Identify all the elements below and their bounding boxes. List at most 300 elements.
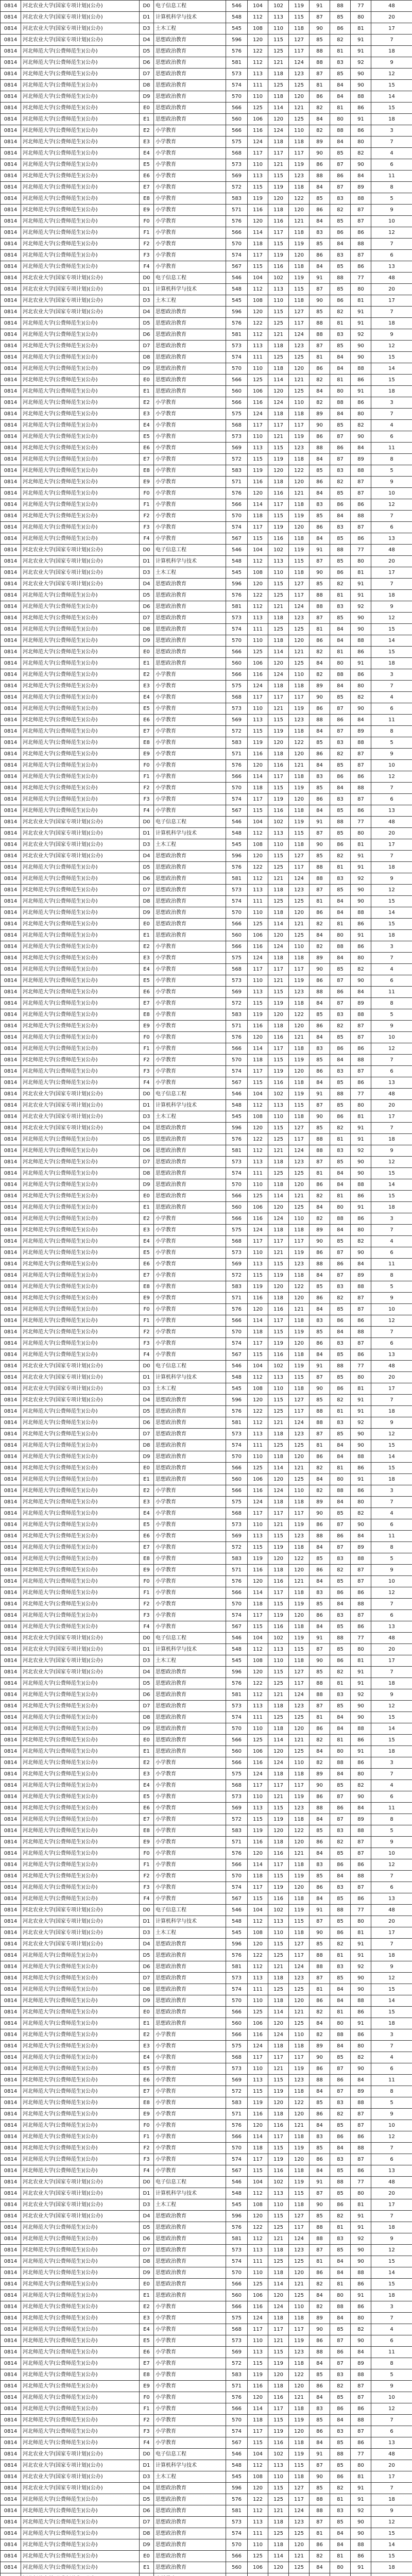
table-cell: 17 bbox=[371, 839, 412, 851]
table-cell: 84 bbox=[351, 1803, 371, 1814]
table-cell: D9 bbox=[140, 635, 154, 647]
table-cell: 电子信息工程 bbox=[154, 1361, 226, 1372]
table-row bbox=[1, 2177, 412, 2188]
table-cell: 88 bbox=[330, 273, 351, 284]
table-cell: 87 bbox=[330, 1814, 351, 1825]
table-cell: 583 bbox=[226, 2369, 248, 2381]
table-cell: 84 bbox=[330, 2256, 351, 2267]
table-cell: D4 bbox=[140, 1667, 154, 1678]
table-cell: 0814 bbox=[1, 273, 21, 284]
table-cell: 12 bbox=[371, 885, 412, 896]
table-cell: 87 bbox=[351, 1882, 371, 1893]
table-cell: 90 bbox=[351, 341, 371, 352]
table-cell: 113 bbox=[268, 1372, 289, 1383]
table-cell: E3 bbox=[140, 2313, 154, 2324]
table-cell: 118 bbox=[268, 2313, 289, 2324]
table-cell: D0 bbox=[140, 1089, 154, 1100]
table-cell: 86 bbox=[310, 1995, 330, 2007]
table-cell: 119 bbox=[268, 1882, 289, 1893]
table-cell: 0814 bbox=[1, 2290, 21, 2301]
table-cell: 河北师范大学(公费师范生)(公办) bbox=[21, 1621, 140, 1633]
table-cell: 124 bbox=[248, 2041, 268, 2052]
table-cell: 82 bbox=[330, 1021, 351, 1032]
table-cell: 569 bbox=[226, 2347, 248, 2358]
table-cell: 4 bbox=[371, 2324, 412, 2335]
table-cell: 118 bbox=[289, 533, 310, 545]
table-cell: 12 bbox=[371, 1587, 412, 1599]
table-cell: 86 bbox=[351, 1077, 371, 1089]
table-row bbox=[1, 533, 412, 545]
table-cell: 120 bbox=[248, 2392, 268, 2403]
table-cell: 河北农业大学(国家专项计划)(公办) bbox=[21, 1111, 140, 1123]
table-cell: 123 bbox=[289, 2245, 310, 2256]
table-cell: 89 bbox=[351, 1270, 371, 1281]
table-cell: 117 bbox=[289, 1950, 310, 1961]
table-cell: 7 bbox=[371, 2211, 412, 2222]
table-cell: F3 bbox=[140, 1338, 154, 1349]
table-cell: 91 bbox=[351, 1950, 371, 1961]
table-cell: 120 bbox=[289, 2154, 310, 2165]
table-cell: 88 bbox=[351, 635, 371, 647]
table-cell: 596 bbox=[226, 1123, 248, 1134]
table-cell: 0814 bbox=[1, 2267, 21, 2279]
table-cell: D7 bbox=[140, 885, 154, 896]
table-cell: 0814 bbox=[1, 941, 21, 953]
table-cell: 118 bbox=[268, 1293, 289, 1304]
table-cell: 85 bbox=[310, 2483, 330, 2494]
table-cell: 114 bbox=[248, 2403, 268, 2415]
table-cell: 小学教育 bbox=[154, 975, 226, 987]
table-cell: 123 bbox=[289, 341, 310, 352]
table-cell: 85 bbox=[330, 964, 351, 975]
table-cell: 17 bbox=[371, 1383, 412, 1395]
table-cell: D1 bbox=[140, 1916, 154, 1927]
table-cell: 0814 bbox=[1, 1644, 21, 1655]
table-cell: 115 bbox=[248, 1270, 268, 1281]
table-cell: 81 bbox=[310, 1168, 330, 1179]
table-cell: 118 bbox=[268, 1179, 289, 1191]
table-cell: 河北师范大学(公费师范生)(公办) bbox=[21, 2381, 140, 2392]
table-cell: 88 bbox=[310, 1803, 330, 1814]
table-cell: F1 bbox=[140, 1043, 154, 1055]
table-cell: 576 bbox=[226, 862, 248, 873]
table-cell: 125 bbox=[289, 896, 310, 907]
table-row bbox=[1, 2199, 412, 2211]
table-cell: 85 bbox=[310, 1009, 330, 1021]
table-cell: 119 bbox=[289, 2335, 310, 2347]
table-cell: 85 bbox=[330, 1304, 351, 1315]
table-cell: 小学教育 bbox=[154, 443, 226, 454]
table-cell: 116 bbox=[248, 669, 268, 681]
table-row bbox=[1, 2449, 412, 2460]
table-cell: 0814 bbox=[1, 556, 21, 567]
table-cell: 118 bbox=[268, 137, 289, 148]
table-cell: 小学教育 bbox=[154, 964, 226, 975]
table-cell: 小学教育 bbox=[154, 2052, 226, 2063]
table-cell: 574 bbox=[226, 522, 248, 533]
table-cell: 123 bbox=[289, 715, 310, 726]
table-cell: 115 bbox=[268, 1327, 289, 1338]
table-cell: 思想政治教育 bbox=[154, 1474, 226, 1485]
table-cell: 596 bbox=[226, 851, 248, 862]
table-cell: 90 bbox=[351, 2245, 371, 2256]
table-cell: 110 bbox=[289, 125, 310, 137]
table-cell: 0814 bbox=[1, 1281, 21, 1293]
table-cell: 118 bbox=[289, 2471, 310, 2483]
table-cell: 576 bbox=[226, 2392, 248, 2403]
table-row bbox=[1, 1429, 412, 1440]
table-row bbox=[1, 318, 412, 329]
table-cell: 115 bbox=[268, 1531, 289, 1542]
table-cell: 120 bbox=[268, 193, 289, 205]
table-cell: 120 bbox=[268, 1825, 289, 1837]
table-cell: 6 bbox=[371, 1519, 412, 1531]
table-cell: 119 bbox=[248, 1281, 268, 1293]
table-cell: 125 bbox=[248, 2007, 268, 2018]
table-cell: 120 bbox=[248, 1848, 268, 1859]
table-cell: 118 bbox=[289, 2131, 310, 2143]
table-cell: 113 bbox=[248, 2517, 268, 2528]
table-cell: 电子信息工程 bbox=[154, 1, 226, 12]
table-cell: 114 bbox=[268, 1191, 289, 1202]
table-cell: 15 bbox=[371, 2279, 412, 2290]
table-cell: 84 bbox=[330, 409, 351, 420]
table-cell: 118 bbox=[268, 477, 289, 488]
table-cell: 90 bbox=[310, 1927, 330, 1939]
table-cell: 计算机科学与技术 bbox=[154, 828, 226, 839]
table-cell: 河北师范大学(公费师范生)(公办) bbox=[21, 2505, 140, 2517]
table-cell: 87 bbox=[310, 1429, 330, 1440]
table-cell: E8 bbox=[140, 1553, 154, 1565]
table-cell: 116 bbox=[268, 1349, 289, 1361]
table-cell: 576 bbox=[226, 1576, 248, 1587]
table-cell: 84 bbox=[310, 2290, 330, 2301]
table-cell: 85 bbox=[330, 1349, 351, 1361]
table-cell: 0814 bbox=[1, 1429, 21, 1440]
table-cell: 河北师范大学(公费师范生)(公办) bbox=[21, 794, 140, 805]
table-cell: E4 bbox=[140, 2052, 154, 2063]
table-cell: 85 bbox=[330, 1077, 351, 1089]
table-cell: E2 bbox=[140, 1757, 154, 1769]
table-cell: 83 bbox=[330, 1145, 351, 1157]
table-cell: 81 bbox=[330, 2007, 351, 2018]
table-cell: 120 bbox=[289, 907, 310, 919]
table-cell: 574 bbox=[226, 2154, 248, 2165]
table-cell: D6 bbox=[140, 2233, 154, 2245]
table-cell: 河北师范大学(公费师范生)(公办) bbox=[21, 2267, 140, 2279]
table-cell: 88 bbox=[310, 57, 330, 69]
table-cell: 84 bbox=[310, 1474, 330, 1485]
table-cell: 85 bbox=[310, 2415, 330, 2426]
table-cell: 121 bbox=[268, 1247, 289, 1259]
table-cell: 8 bbox=[371, 454, 412, 465]
table-cell: 80 bbox=[351, 1225, 371, 1236]
table-cell: 河北师范大学(公费师范生)(公办) bbox=[21, 873, 140, 885]
table-cell: 576 bbox=[226, 1848, 248, 1859]
table-cell: 8 bbox=[371, 182, 412, 193]
table-cell: 82 bbox=[310, 103, 330, 114]
table-cell: 83 bbox=[330, 250, 351, 261]
table-cell: 581 bbox=[226, 329, 248, 341]
table-cell: 113 bbox=[268, 2188, 289, 2199]
table-cell: 123 bbox=[289, 2517, 310, 2528]
table-cell: 89 bbox=[310, 137, 330, 148]
table-cell: 48 bbox=[371, 545, 412, 556]
table-cell: 120 bbox=[268, 386, 289, 397]
table-cell: 566 bbox=[226, 1463, 248, 1474]
table-cell: 570 bbox=[226, 907, 248, 919]
table-row bbox=[1, 2018, 412, 2029]
table-cell: 121 bbox=[289, 103, 310, 114]
table-cell: 90 bbox=[351, 80, 371, 91]
table-cell: 14 bbox=[371, 363, 412, 375]
table-cell: 124 bbox=[248, 681, 268, 692]
table-row bbox=[1, 1372, 412, 1383]
table-cell: 121 bbox=[289, 488, 310, 499]
table-cell: 84 bbox=[310, 2120, 330, 2131]
table-cell: 86 bbox=[310, 159, 330, 171]
table-cell: 575 bbox=[226, 1497, 248, 1508]
table-cell: 87 bbox=[351, 760, 371, 771]
table-cell: 81 bbox=[330, 318, 351, 329]
table-cell: 河北师范大学(公费师范生)(公办) bbox=[21, 2551, 140, 2562]
table-row bbox=[1, 2403, 412, 2415]
table-cell: 573 bbox=[226, 2517, 248, 2528]
table-cell: 119 bbox=[289, 1247, 310, 1259]
table-cell: 548 bbox=[226, 284, 248, 295]
table-cell: 112 bbox=[248, 1644, 268, 1655]
table-cell: 河北师范大学(公费师范生)(公办) bbox=[21, 1315, 140, 1327]
table-cell: 119 bbox=[289, 1055, 310, 1066]
table-row bbox=[1, 397, 412, 409]
table-row bbox=[1, 2471, 412, 2483]
table-cell: 574 bbox=[226, 2528, 248, 2539]
table-cell: D0 bbox=[140, 545, 154, 556]
table-cell: 596 bbox=[226, 1939, 248, 1950]
table-row bbox=[1, 125, 412, 137]
table-row bbox=[1, 114, 412, 125]
table-cell: 118 bbox=[248, 1327, 268, 1338]
table-cell: 123 bbox=[289, 443, 310, 454]
table-cell: F1 bbox=[140, 771, 154, 783]
table-cell: 85 bbox=[330, 692, 351, 703]
table-cell: E9 bbox=[140, 1565, 154, 1576]
table-cell: 112 bbox=[248, 1372, 268, 1383]
table-cell: 91 bbox=[351, 2290, 371, 2301]
table-cell: 114 bbox=[268, 103, 289, 114]
table-cell: 81 bbox=[330, 1950, 351, 1961]
table-cell: 120 bbox=[248, 488, 268, 499]
table-cell: 86 bbox=[330, 2471, 351, 2483]
table-cell: 0814 bbox=[1, 2381, 21, 2392]
table-cell: D5 bbox=[140, 1134, 154, 1145]
table-cell: 90 bbox=[351, 2517, 371, 2528]
table-cell: 84 bbox=[310, 760, 330, 771]
table-cell: 河北师范大学(公费师范生)(公办) bbox=[21, 2097, 140, 2109]
table-cell: 13 bbox=[371, 1077, 412, 1089]
table-row bbox=[1, 941, 412, 953]
table-cell: 85 bbox=[310, 511, 330, 522]
table-cell: 572 bbox=[226, 182, 248, 193]
table-cell: 91 bbox=[351, 114, 371, 125]
table-cell: 83 bbox=[310, 227, 330, 239]
table-cell: 91 bbox=[310, 817, 330, 828]
table-cell: 电子信息工程 bbox=[154, 2449, 226, 2460]
table-cell: 88 bbox=[310, 873, 330, 885]
table-cell: 114 bbox=[268, 1463, 289, 1474]
table-cell: 91 bbox=[351, 2018, 371, 2029]
table-cell: 570 bbox=[226, 635, 248, 647]
table-cell: 17 bbox=[371, 23, 412, 35]
table-cell: 117 bbox=[248, 692, 268, 703]
table-cell: 118 bbox=[248, 239, 268, 250]
table-cell: E4 bbox=[140, 1508, 154, 1519]
table-cell: 575 bbox=[226, 2313, 248, 2324]
table-cell: 0814 bbox=[1, 1859, 21, 1871]
table-cell: 118 bbox=[268, 749, 289, 760]
table-cell: 河北师范大学(公费师范生)(公办) bbox=[21, 465, 140, 477]
table-cell: 570 bbox=[226, 1179, 248, 1191]
table-cell: 124 bbox=[289, 2233, 310, 2245]
table-row bbox=[1, 1293, 412, 1304]
table-row bbox=[1, 715, 412, 726]
table-cell: 河北师范大学(公费师范生)(公办) bbox=[21, 182, 140, 193]
table-cell: 0814 bbox=[1, 2086, 21, 2097]
table-cell: 124 bbox=[289, 329, 310, 341]
table-row bbox=[1, 1179, 412, 1191]
table-cell: D3 bbox=[140, 1927, 154, 1939]
table-cell: 596 bbox=[226, 579, 248, 590]
table-cell: 小学教育 bbox=[154, 692, 226, 703]
table-cell: 河北师范大学(公费师范生)(公办) bbox=[21, 329, 140, 341]
table-cell: 河北师范大学(公费师范生)(公办) bbox=[21, 1780, 140, 1791]
table-row bbox=[1, 1395, 412, 1406]
table-row bbox=[1, 23, 412, 35]
table-cell: 90 bbox=[351, 1791, 371, 1803]
table-cell: 82 bbox=[310, 125, 330, 137]
table-row bbox=[1, 2483, 412, 2494]
table-cell: 87 bbox=[330, 431, 351, 443]
table-cell: 116 bbox=[268, 1893, 289, 1905]
table-cell: 113 bbox=[268, 1100, 289, 1111]
table-cell: 118 bbox=[289, 261, 310, 273]
table-cell: 81 bbox=[330, 46, 351, 57]
table-cell: 85 bbox=[310, 1599, 330, 1610]
table-cell: 576 bbox=[226, 216, 248, 227]
table-cell: 112 bbox=[248, 828, 268, 839]
table-cell: 河北师范大学(公费师范生)(公办) bbox=[21, 2120, 140, 2131]
table-cell: 123 bbox=[289, 2347, 310, 2358]
table-cell: 114 bbox=[248, 771, 268, 783]
table-cell: 104 bbox=[248, 1905, 268, 1916]
table-row bbox=[1, 1939, 412, 1950]
table-cell: 84 bbox=[310, 114, 330, 125]
table-cell: 124 bbox=[268, 125, 289, 137]
table-cell: 566 bbox=[226, 397, 248, 409]
table-cell: 河北师范大学(公费师范生)(公办) bbox=[21, 511, 140, 522]
table-cell: 86 bbox=[351, 2437, 371, 2449]
table-cell: 81 bbox=[310, 352, 330, 363]
table-cell: 河北农业大学(国家专项计划)(公办) bbox=[21, 35, 140, 46]
table-cell: 0814 bbox=[1, 1440, 21, 1451]
table-cell: 122 bbox=[289, 1825, 310, 1837]
table-cell: 81 bbox=[351, 1383, 371, 1395]
table-cell: 84 bbox=[330, 681, 351, 692]
table-row bbox=[1, 1134, 412, 1145]
table-cell: 118 bbox=[289, 409, 310, 420]
table-cell: 560 bbox=[226, 2018, 248, 2029]
table-cell: D6 bbox=[140, 873, 154, 885]
table-cell: 115 bbox=[248, 726, 268, 737]
table-cell: 124 bbox=[248, 953, 268, 964]
table-cell: 河北师范大学(公费师范生)(公办) bbox=[21, 1553, 140, 1565]
table-cell: 119 bbox=[268, 2426, 289, 2437]
table-cell: 86 bbox=[310, 1519, 330, 1531]
table-cell: 114 bbox=[248, 2131, 268, 2143]
table-cell: 0814 bbox=[1, 2279, 21, 2290]
table-cell: 84 bbox=[330, 2267, 351, 2279]
table-cell: 84 bbox=[310, 1032, 330, 1043]
table-cell: 小学教育 bbox=[154, 2131, 226, 2143]
table-row bbox=[1, 2335, 412, 2347]
table-cell: 85 bbox=[310, 1123, 330, 1134]
table-cell: 小学教育 bbox=[154, 1837, 226, 1848]
table-row bbox=[1, 1576, 412, 1587]
table-cell: 18 bbox=[371, 862, 412, 873]
table-cell bbox=[21, 2573, 140, 2576]
table-cell: 560 bbox=[226, 1746, 248, 1757]
table-cell: 河北师范大学(公费师范生)(公办) bbox=[21, 2041, 140, 2052]
table-cell: 86 bbox=[310, 1021, 330, 1032]
table-cell: 86 bbox=[330, 227, 351, 239]
table-cell: 575 bbox=[226, 2041, 248, 2052]
table-cell: 0814 bbox=[1, 590, 21, 601]
table-cell: D3 bbox=[140, 839, 154, 851]
table-cell: 125 bbox=[248, 919, 268, 930]
table-row bbox=[1, 817, 412, 828]
table-cell: 88 bbox=[351, 1995, 371, 2007]
table-cell: 小学教育 bbox=[154, 137, 226, 148]
table-cell: 河北师范大学(公费师范生)(公办) bbox=[21, 2154, 140, 2165]
table-cell: 88 bbox=[351, 239, 371, 250]
table-cell: 80 bbox=[351, 1100, 371, 1111]
table-cell: 573 bbox=[226, 1791, 248, 1803]
table-cell: 576 bbox=[226, 2222, 248, 2233]
table-row bbox=[1, 193, 412, 205]
table-cell: 82 bbox=[330, 1939, 351, 1950]
table-cell: 91 bbox=[351, 35, 371, 46]
table-cell: 112 bbox=[248, 57, 268, 69]
table-cell: 85 bbox=[330, 2120, 351, 2131]
table-cell: 90 bbox=[310, 2471, 330, 2483]
table-cell: 河北农业大学(国家专项计划)(公办) bbox=[21, 273, 140, 284]
table-cell: E1 bbox=[140, 930, 154, 941]
table-cell: 92 bbox=[351, 2233, 371, 2245]
table-cell: 116 bbox=[248, 1293, 268, 1304]
table-cell: 河北农业大学(国家专项计划)(公办) bbox=[21, 545, 140, 556]
table-cell: 581 bbox=[226, 1961, 248, 1973]
table-cell: 118 bbox=[289, 2041, 310, 2052]
table-cell: 思想政治教育 bbox=[154, 2528, 226, 2539]
table-cell: E2 bbox=[140, 2029, 154, 2041]
table-cell: 15 bbox=[371, 896, 412, 907]
table-cell: 20 bbox=[371, 12, 412, 23]
table-cell: 河北农业大学(国家专项计划)(公办) bbox=[21, 1633, 140, 1644]
table-cell: 小学教育 bbox=[154, 171, 226, 182]
table-cell: 81 bbox=[310, 1712, 330, 1723]
table-row bbox=[1, 2415, 412, 2426]
table-cell: D8 bbox=[140, 1712, 154, 1723]
